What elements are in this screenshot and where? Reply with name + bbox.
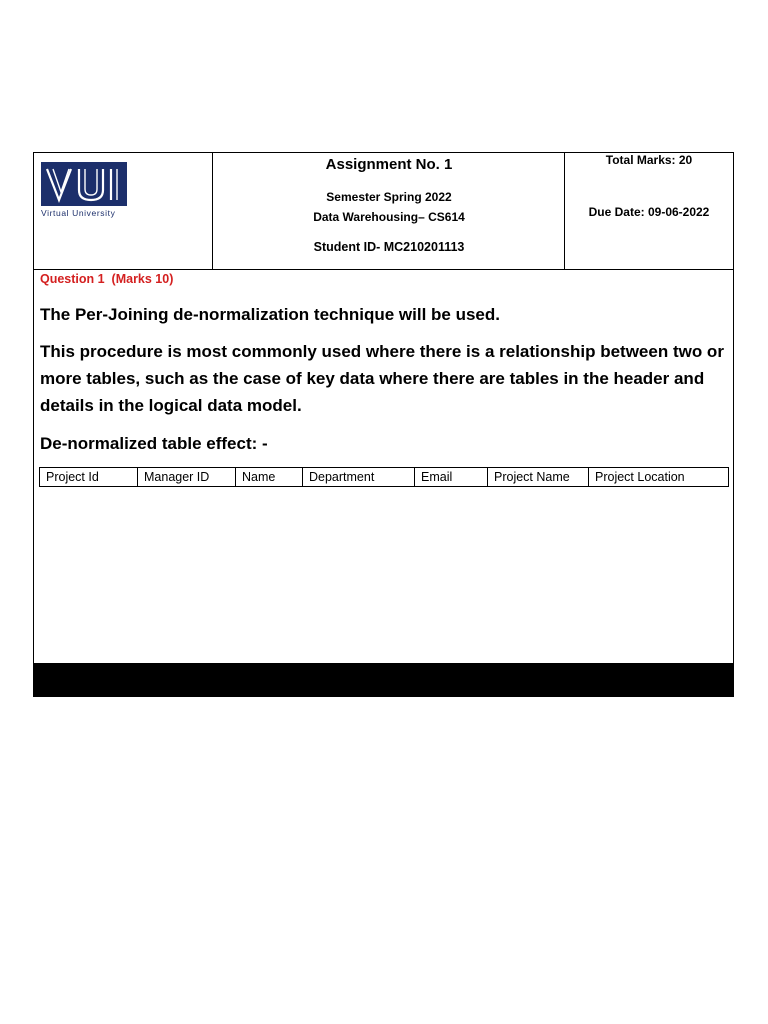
- assignment-title: Assignment No. 1: [325, 156, 453, 173]
- student-id-text: Student ID- MC210201113: [313, 240, 465, 254]
- answer-paragraph-1: The Per-Joining de-normalization technique will be used.: [40, 305, 500, 324]
- course-text: Data Warehousing– CS614: [313, 210, 465, 224]
- answer-paragraph-2: This procedure is most commonly used where there is a relationship between two or more tables, such as the case of key data where there are tables in the header and details in the logical data model.: [40, 342, 724, 415]
- column-header: Department: [303, 468, 415, 487]
- total-marks-text: Total Marks: 20: [605, 153, 693, 167]
- column-header: Name: [236, 468, 303, 487]
- column-header: Manager ID: [138, 468, 236, 487]
- question-label: Question 1 (Marks 10): [40, 272, 174, 286]
- marks-cell: [565, 153, 733, 269]
- column-header: Project Id: [40, 468, 138, 487]
- semester-text: Semester Spring 2022: [326, 190, 452, 204]
- table-header-row: [40, 468, 729, 487]
- logo-caption: Virtual University: [41, 208, 116, 218]
- answer-paragraph-3: De-normalized table effect: -: [40, 434, 268, 453]
- column-header: Email: [415, 468, 488, 487]
- vu-logo: [41, 162, 127, 206]
- logo-cell: [34, 153, 213, 269]
- column-header: Project Name: [488, 468, 589, 487]
- denormalized-table: [39, 467, 729, 487]
- column-header: Project Location: [589, 468, 729, 487]
- vu-logo-mark: [41, 162, 127, 206]
- assignment-sheet: [33, 152, 734, 697]
- footer-band: [34, 663, 733, 696]
- due-date-text: Due Date: 09-06-2022: [588, 205, 710, 219]
- title-cell: [213, 153, 565, 269]
- header-table: [34, 153, 733, 270]
